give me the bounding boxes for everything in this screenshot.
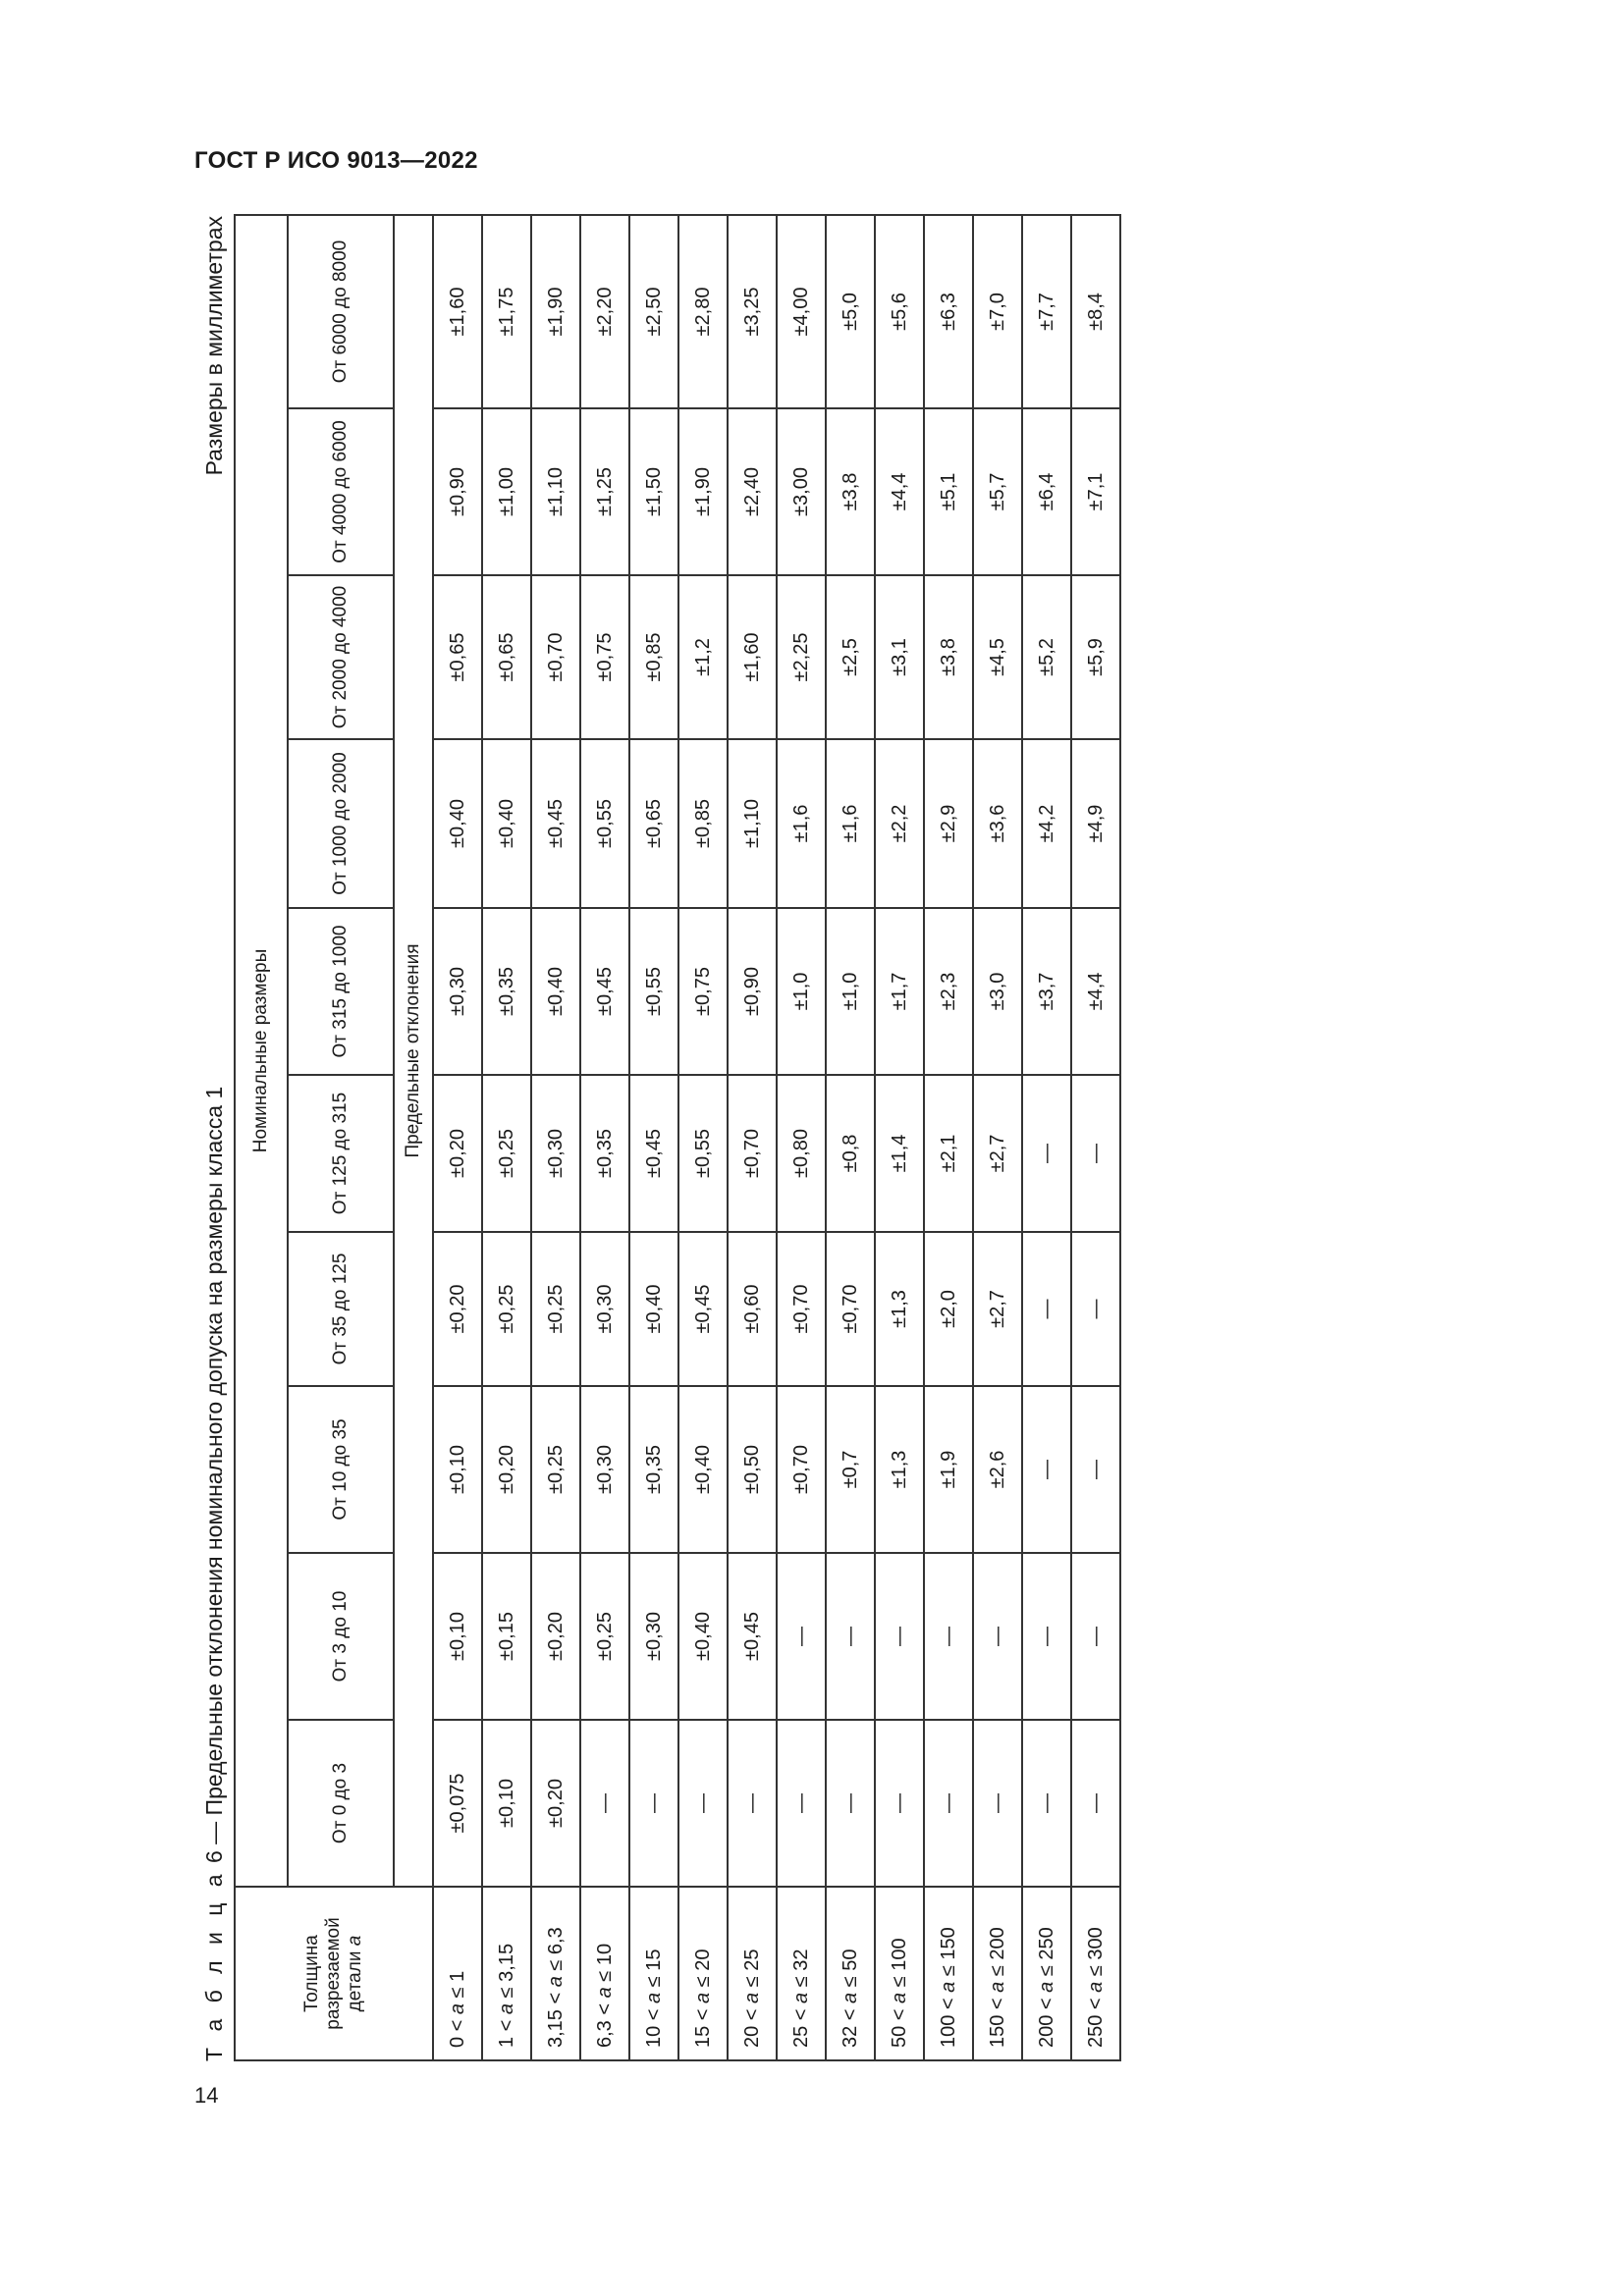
- document-header: ГОСТ Р ИСО 9013—2022: [194, 147, 478, 174]
- deviation-cell: ±0,30: [580, 1232, 629, 1386]
- deviation-cell: ±0,30: [433, 908, 482, 1075]
- deviation-cell: ±0,65: [629, 739, 678, 908]
- deviation-cell: ±7,7: [1022, 215, 1071, 408]
- deviation-cell: —: [924, 1553, 973, 1720]
- deviation-cell: ±1,6: [826, 739, 875, 908]
- deviation-cell: ±0,55: [580, 739, 629, 908]
- deviation-cell: ±0,70: [728, 1075, 777, 1232]
- deviation-cell: —: [728, 1720, 777, 1887]
- table-row: [531, 215, 580, 2060]
- deviation-cell: ±2,50: [629, 215, 678, 408]
- deviation-cell: ±1,50: [629, 408, 678, 575]
- deviation-cell: ±4,2: [1022, 739, 1071, 908]
- deviation-cell: ±0,75: [678, 908, 728, 1075]
- deviation-cell: ±0,55: [678, 1075, 728, 1232]
- deviation-cell: ±2,80: [678, 215, 728, 408]
- deviation-cell: ±1,3: [875, 1232, 924, 1386]
- deviation-cell: —: [1022, 1232, 1071, 1386]
- thickness-header: Толщина разрезаемой детали a: [235, 1887, 433, 2060]
- deviation-cell: ±2,7: [973, 1075, 1022, 1232]
- deviation-cell: ±1,9: [924, 1386, 973, 1553]
- deviation-cell: ±0,10: [433, 1553, 482, 1720]
- column-header: От 315 до 1000: [288, 908, 394, 1075]
- deviation-cell: ±1,6: [777, 739, 826, 908]
- deviation-cell: —: [1071, 1553, 1120, 1720]
- deviation-cell: ±1,7: [875, 908, 924, 1075]
- deviation-cell: ±0,20: [531, 1720, 580, 1887]
- deviation-cell: ±1,75: [482, 215, 531, 408]
- deviation-cell: —: [1071, 1075, 1120, 1232]
- deviation-cell: —: [1022, 1386, 1071, 1553]
- deviation-cell: ±2,7: [973, 1232, 1022, 1386]
- deviation-cell: ±4,5: [973, 575, 1022, 739]
- table-row: [728, 215, 777, 2060]
- table-row: [433, 215, 482, 2060]
- deviation-cell: ±5,2: [1022, 575, 1071, 739]
- deviation-cell: ±1,0: [826, 908, 875, 1075]
- deviation-cell: ±5,1: [924, 408, 973, 575]
- deviation-cell: ±0,90: [433, 408, 482, 575]
- deviation-cell: ±1,0: [777, 908, 826, 1075]
- deviation-cell: ±0,70: [777, 1232, 826, 1386]
- deviation-cell: ±2,1: [924, 1075, 973, 1232]
- units-note: Размеры в миллиметрах: [201, 216, 227, 476]
- deviation-cell: ±1,4: [875, 1075, 924, 1232]
- deviation-cell: —: [875, 1553, 924, 1720]
- deviation-cell: ±5,6: [875, 215, 924, 408]
- deviation-cell: ±0,25: [531, 1232, 580, 1386]
- deviation-cell: ±1,3: [875, 1386, 924, 1553]
- deviation-cell: ±0,90: [728, 908, 777, 1075]
- table-row: [826, 215, 875, 2060]
- deviation-cell: —: [580, 1720, 629, 1887]
- deviation-cell: ±3,25: [728, 215, 777, 408]
- deviation-cell: ±5,7: [973, 408, 1022, 575]
- deviation-cell: ±0,45: [678, 1232, 728, 1386]
- column-header: От 3 до 10: [288, 1553, 394, 1720]
- deviation-cell: ±3,8: [826, 408, 875, 575]
- deviation-cell: ±0,25: [482, 1075, 531, 1232]
- deviation-cell: ±1,25: [580, 408, 629, 575]
- deviation-cell: ±1,00: [482, 408, 531, 575]
- deviation-cell: ±3,6: [973, 739, 1022, 908]
- deviation-cell: ±4,4: [875, 408, 924, 575]
- deviation-cell: ±0,30: [580, 1386, 629, 1553]
- caption-text: 6 — Предельные отклонения номинального допуска на размеры класса 1: [201, 1086, 227, 1870]
- deviation-cell: ±0,75: [580, 575, 629, 739]
- nominal-sizes-header: Номинальные размеры: [235, 215, 288, 1887]
- deviation-cell: ±0,20: [482, 1386, 531, 1553]
- thickness-range-cell: 200 < a ≤ 250: [1022, 1887, 1071, 2060]
- deviation-cell: ±2,6: [973, 1386, 1022, 1553]
- deviation-cell: ±3,7: [1022, 908, 1071, 1075]
- deviation-cell: —: [1071, 1386, 1120, 1553]
- deviation-cell: ±0,40: [531, 908, 580, 1075]
- column-header: От 0 до 3: [288, 1720, 394, 1887]
- deviation-cell: ±1,90: [678, 408, 728, 575]
- table-row: [580, 215, 629, 2060]
- deviation-cell: —: [973, 1720, 1022, 1887]
- deviation-cell: —: [1071, 1232, 1120, 1386]
- thickness-range-cell: 0 < a ≤ 1: [433, 1887, 482, 2060]
- thickness-range-cell: 20 < a ≤ 25: [728, 1887, 777, 2060]
- column-header: От 1000 до 2000: [288, 739, 394, 908]
- deviation-cell: —: [924, 1720, 973, 1887]
- tolerance-table: [234, 214, 1121, 2061]
- deviation-cell: ±6,3: [924, 215, 973, 408]
- deviation-cell: ±0,70: [531, 575, 580, 739]
- thickness-range-cell: 32 < a ≤ 50: [826, 1887, 875, 2060]
- table-row: [1022, 215, 1071, 2060]
- deviation-cell: ±0,65: [433, 575, 482, 739]
- column-header: От 10 до 35: [288, 1386, 394, 1553]
- thickness-range-cell: 15 < a ≤ 20: [678, 1887, 728, 2060]
- table-row: [482, 215, 531, 2060]
- deviation-cell: ±1,90: [531, 215, 580, 408]
- deviation-cell: ±0,70: [826, 1232, 875, 1386]
- deviation-cell: ±0,10: [433, 1386, 482, 1553]
- thickness-range-cell: 100 < a ≤ 150: [924, 1887, 973, 2060]
- deviation-cell: ±2,25: [777, 575, 826, 739]
- deviation-cell: ±0,80: [777, 1075, 826, 1232]
- deviation-cell: —: [826, 1553, 875, 1720]
- deviation-cell: ±1,10: [531, 408, 580, 575]
- rotated-table-block: [194, 216, 1137, 2061]
- deviation-cell: ±2,0: [924, 1232, 973, 1386]
- table-row: [678, 215, 728, 2060]
- deviation-cell: ±4,00: [777, 215, 826, 408]
- deviation-cell: ±0,7: [826, 1386, 875, 1553]
- deviation-cell: ±0,65: [482, 575, 531, 739]
- deviation-cell: ±7,0: [973, 215, 1022, 408]
- deviation-cell: —: [875, 1720, 924, 1887]
- deviation-cell: —: [826, 1720, 875, 1887]
- deviation-cell: ±4,4: [1071, 908, 1120, 1075]
- deviation-cell: ±3,1: [875, 575, 924, 739]
- deviation-cell: ±1,60: [728, 575, 777, 739]
- thickness-range-cell: 1 < a ≤ 3,15: [482, 1887, 531, 2060]
- deviation-cell: ±2,5: [826, 575, 875, 739]
- table-row: [875, 215, 924, 2060]
- column-header: От 6000 до 8000: [288, 215, 394, 408]
- column-header: От 35 до 125: [288, 1232, 394, 1386]
- thickness-range-cell: 3,15 < a ≤ 6,3: [531, 1887, 580, 2060]
- page-number: 14: [194, 2083, 219, 2108]
- deviation-cell: —: [1022, 1553, 1071, 1720]
- column-header: От 125 до 315: [288, 1075, 394, 1232]
- deviation-cell: ±0,35: [580, 1075, 629, 1232]
- deviation-cell: ±3,00: [777, 408, 826, 575]
- table-row: [973, 215, 1022, 2060]
- deviation-cell: ±0,45: [728, 1553, 777, 1720]
- deviation-cell: ±4,9: [1071, 739, 1120, 908]
- table-row: [1071, 215, 1120, 2060]
- deviation-cell: —: [1022, 1075, 1071, 1232]
- deviation-cell: ±0,55: [629, 908, 678, 1075]
- table-row: [629, 215, 678, 2060]
- deviation-cell: ±0,30: [531, 1075, 580, 1232]
- deviation-cell: ±0,35: [629, 1386, 678, 1553]
- thickness-range-cell: 250 < a ≤ 300: [1071, 1887, 1120, 2060]
- deviation-cell: ±3,0: [973, 908, 1022, 1075]
- deviation-cell: ±0,10: [482, 1720, 531, 1887]
- deviation-cell: ±2,40: [728, 408, 777, 575]
- deviation-cell: ±0,40: [433, 739, 482, 908]
- deviation-cell: ±0,15: [482, 1553, 531, 1720]
- deviation-cell: ±7,1: [1071, 408, 1120, 575]
- deviation-cell: ±1,10: [728, 739, 777, 908]
- deviation-cell: ±5,0: [826, 215, 875, 408]
- deviation-cell: ±0,70: [777, 1386, 826, 1553]
- deviation-cell: —: [629, 1720, 678, 1887]
- deviation-cell: ±0,25: [531, 1386, 580, 1553]
- deviation-cell: —: [1022, 1720, 1071, 1887]
- deviation-cell: ±0,25: [482, 1232, 531, 1386]
- deviation-cell: ±0,50: [728, 1386, 777, 1553]
- thickness-range-cell: 50 < a ≤ 100: [875, 1887, 924, 2060]
- deviation-cell: ±0,40: [629, 1232, 678, 1386]
- deviations-header: Предельные отклонения: [394, 215, 433, 1887]
- deviation-cell: ±0,20: [433, 1075, 482, 1232]
- deviation-cell: ±5,9: [1071, 575, 1120, 739]
- deviation-cell: ±1,60: [433, 215, 482, 408]
- deviation-cell: —: [973, 1553, 1022, 1720]
- deviation-cell: ±0,20: [531, 1553, 580, 1720]
- deviation-cell: ±0,85: [629, 575, 678, 739]
- thickness-range-cell: 25 < a ≤ 32: [777, 1887, 826, 2060]
- deviation-cell: —: [777, 1553, 826, 1720]
- thickness-range-cell: 6,3 < a ≤ 10: [580, 1887, 629, 2060]
- deviation-cell: ±0,25: [580, 1553, 629, 1720]
- deviation-cell: ±0,40: [678, 1386, 728, 1553]
- deviation-cell: ±0,35: [482, 908, 531, 1075]
- deviation-cell: ±3,8: [924, 575, 973, 739]
- deviation-cell: ±0,40: [482, 739, 531, 908]
- deviation-cell: ±0,60: [728, 1232, 777, 1386]
- deviation-cell: ±0,85: [678, 739, 728, 908]
- table-row: [924, 215, 973, 2060]
- thickness-range-cell: 10 < a ≤ 15: [629, 1887, 678, 2060]
- deviation-cell: ±0,45: [629, 1075, 678, 1232]
- deviation-cell: ±2,3: [924, 908, 973, 1075]
- table-caption: [194, 1087, 234, 2061]
- deviation-cell: ±2,2: [875, 739, 924, 908]
- table-row: [777, 215, 826, 2060]
- column-header: От 4000 до 6000: [288, 408, 394, 575]
- deviation-cell: ±0,45: [580, 908, 629, 1075]
- deviation-cell: —: [678, 1720, 728, 1887]
- deviation-cell: ±6,4: [1022, 408, 1071, 575]
- deviation-cell: ±8,4: [1071, 215, 1120, 408]
- caption-prefix: Т а б л и ц а: [201, 1869, 227, 2061]
- deviation-cell: ±0,8: [826, 1075, 875, 1232]
- deviation-cell: —: [777, 1720, 826, 1887]
- deviation-cell: ±0,40: [678, 1553, 728, 1720]
- deviation-cell: ±0,45: [531, 739, 580, 908]
- deviation-cell: ±2,20: [580, 215, 629, 408]
- deviation-cell: —: [1071, 1720, 1120, 1887]
- deviation-cell: ±2,9: [924, 739, 973, 908]
- deviation-cell: ±1,2: [678, 575, 728, 739]
- thickness-range-cell: 150 < a ≤ 200: [973, 1887, 1022, 2060]
- deviation-cell: ±0,20: [433, 1232, 482, 1386]
- deviation-cell: ±0,075: [433, 1720, 482, 1887]
- column-header: От 2000 до 4000: [288, 575, 394, 739]
- deviation-cell: ±0,30: [629, 1553, 678, 1720]
